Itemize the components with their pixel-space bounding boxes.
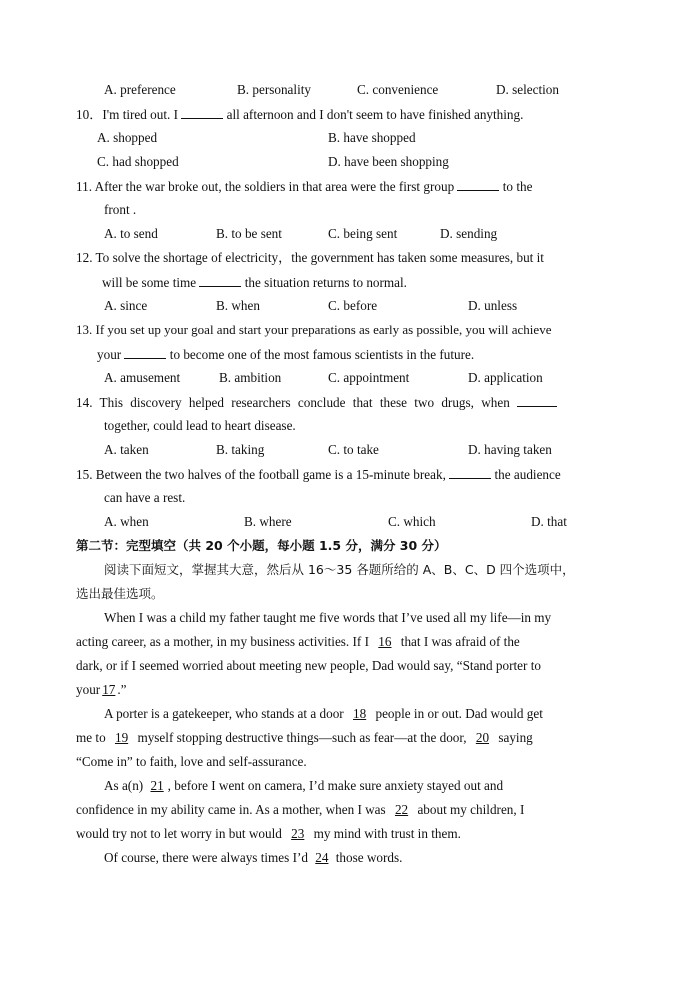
q15-option-b: B. where <box>244 514 292 529</box>
passage-line: “Come in” to faith, love and self-assurance. <box>76 754 307 769</box>
q14-option-d: D. having taken <box>468 442 552 457</box>
blank-23: 23 <box>291 826 305 841</box>
passage-line <box>104 850 402 866</box>
q12-option-a: A. since <box>104 298 148 313</box>
q14-stem <box>76 394 557 411</box>
passage-text: people in or out. Dad would get <box>375 706 543 721</box>
q13-option-a: A. amusement <box>104 370 181 385</box>
passage-text: would try not to let worry in but would <box>76 826 282 841</box>
q15-stem <box>76 466 561 483</box>
q14-blank <box>517 394 557 407</box>
q10-option-c: C. had shopped <box>97 154 179 169</box>
passage-text: A porter is a gatekeeper, who stands at a door <box>104 706 344 721</box>
q13-stem-cont <box>97 346 474 363</box>
q13-option-d: D. application <box>468 370 543 385</box>
section-heading: 第二节：完型填空（共 20 个小题，每小题 1.5 分，满分 30 分） <box>76 538 447 553</box>
q9-option-d: D. selection <box>496 82 559 97</box>
q13-stem: 13. If you set up your goal and start your preparations as early as possible, you will achieve <box>76 322 552 337</box>
passage-line <box>76 802 524 818</box>
q9-option-a: A. preference <box>104 82 176 97</box>
q13-option-b: B. ambition <box>219 370 282 385</box>
passage-line <box>104 706 543 722</box>
q12-stem-pre: will be some time <box>102 275 197 290</box>
q12-stem: 12. To solve the shortage of electricity，the government has taken some measures, but it <box>76 250 544 265</box>
q14-option-b: B. taking <box>216 442 265 457</box>
blank-16: 16 <box>378 634 392 649</box>
section-instructions-cont: 选出最佳选项。 <box>76 586 164 601</box>
q13-blank <box>124 346 166 359</box>
q10-option-d: D. have been shopping <box>328 154 449 169</box>
q9-option-c: C. convenience <box>357 82 439 97</box>
q12-stem-post: the situation returns to normal. <box>244 275 407 290</box>
q11-option-d: D. sending <box>440 226 498 241</box>
passage-text: , before I went on camera, I’d make sure anxiety stayed out and <box>167 778 504 793</box>
q10-option-b: B. have shopped <box>328 130 416 145</box>
q15-stem-cont: can have a rest. <box>104 490 186 505</box>
q12-blank <box>199 274 241 287</box>
blank-21: 21 <box>150 778 164 793</box>
q14-stem-pre: 14. This discovery helped researchers conclude that these two drugs, when <box>76 395 510 410</box>
passage-text: As a(n) <box>104 778 144 793</box>
blank-17: 17 <box>102 682 116 697</box>
q12-option-c: C. before <box>328 298 378 313</box>
q15-stem-pre: 15. Between the two halves of the football game is a 15-minute break, <box>76 467 446 482</box>
q10-stem-pre: 10．I'm tired out. I <box>76 107 178 122</box>
passage-text: .” <box>117 682 127 697</box>
passage-text: Of course, there were always times I’d <box>104 850 308 865</box>
passage-text: those words. <box>335 850 403 865</box>
q11-option-c: C. being sent <box>328 226 398 241</box>
q10-stem <box>76 106 523 123</box>
passage-line <box>104 778 503 794</box>
q14-option-a: A. taken <box>104 442 149 457</box>
passage-text: saying <box>498 730 533 745</box>
q14-stem-cont: together, could lead to heart disease. <box>104 418 296 433</box>
q15-blank <box>449 466 491 479</box>
passage-line <box>76 826 461 842</box>
q10-stem-post: all afternoon and I don't seem to have finished anything. <box>226 107 524 122</box>
blank-24: 24 <box>315 850 329 865</box>
q11-stem <box>76 178 532 195</box>
passage-text: me to <box>76 730 106 745</box>
passage-text: myself stopping destructive things—such as fear—at the door, <box>137 730 467 745</box>
q13-option-c: C. appointment <box>328 370 410 385</box>
q15-stem-post: the audience <box>494 467 561 482</box>
q10-blank <box>181 106 223 119</box>
q13-stem-pre: your <box>97 347 122 362</box>
q12-option-b: B. when <box>216 298 260 313</box>
q15-option-c: C. which <box>388 514 436 529</box>
q10-option-a: A. shopped <box>97 130 158 145</box>
passage-text: that I was afraid of the <box>400 634 520 649</box>
passage-text: my mind with trust in them. <box>313 826 461 841</box>
passage-line <box>76 682 127 698</box>
passage-line: dark, or if I seemed worried about meeting new people, Dad would say, “Stand porter to <box>76 658 541 673</box>
blank-20: 20 <box>475 730 490 745</box>
passage-line: When I was a child my father taught me five words that I’ve used all my life—in my <box>104 610 552 625</box>
passage-line <box>76 730 533 746</box>
blank-22: 22 <box>394 802 409 817</box>
q15-option-a: A. when <box>104 514 149 529</box>
blank-19: 19 <box>114 730 129 745</box>
q11-blank <box>457 178 499 191</box>
q11-stem-cont: front . <box>104 202 137 217</box>
q13-stem-post: to become one of the most famous scientists in the future. <box>169 347 475 362</box>
passage-text: acting career, as a mother, in my business activities. If I <box>76 634 369 649</box>
q11-stem-pre: 11. After the war broke out, the soldiers in that area were the first group <box>76 179 455 194</box>
q11-option-a: A. to send <box>104 226 158 241</box>
q12-stem-cont <box>102 274 407 291</box>
q9-option-b: B. personality <box>237 82 311 97</box>
passage-text: about my children, I <box>417 802 525 817</box>
q12-option-d: D. unless <box>468 298 518 313</box>
q11-stem-post: to the <box>502 179 533 194</box>
q11-option-b: B. to be sent <box>216 226 282 241</box>
section-instructions: 阅读下面短文，掌握其大意，然后从 16～35 各题所给的 A、B、C、D 四个选项中， <box>104 562 575 577</box>
passage-line <box>76 634 520 650</box>
passage-text: confidence in my ability came in. As a mother, when I was <box>76 802 386 817</box>
blank-18: 18 <box>353 706 367 721</box>
q14-option-c: C. to take <box>328 442 379 457</box>
q15-option-d: D. that <box>531 514 567 529</box>
passage-text: your <box>76 682 101 697</box>
